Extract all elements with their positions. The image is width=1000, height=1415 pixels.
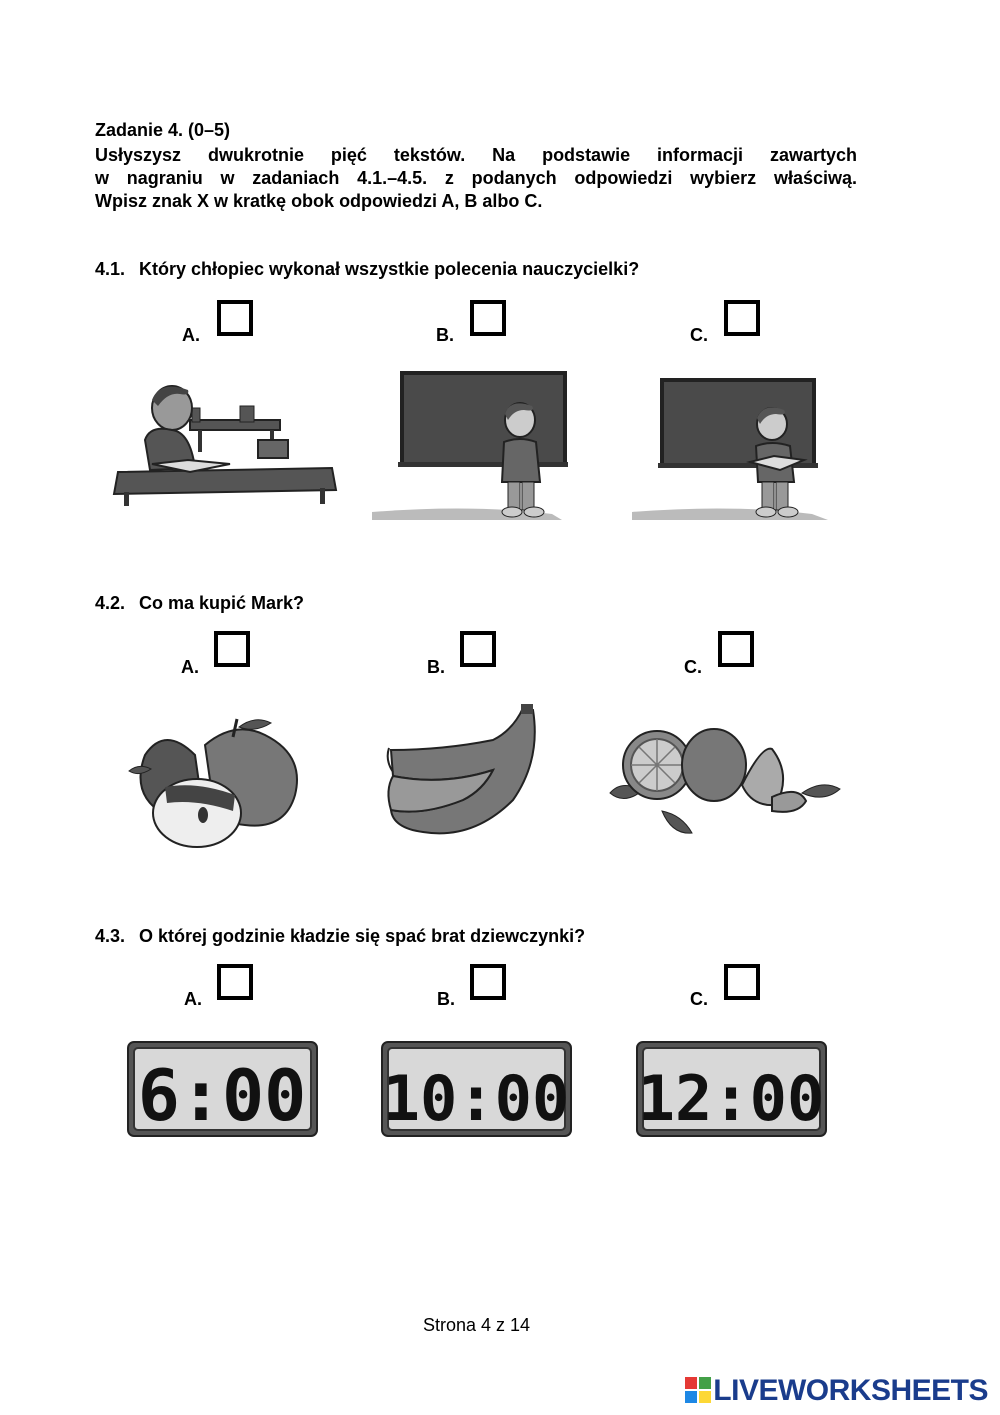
- option-label-a: A.: [182, 325, 200, 345]
- digital-clock-b: [380, 1040, 573, 1138]
- liveworksheets-logo: [685, 1374, 988, 1408]
- boy-at-blackboard-with-book-picture: [632, 370, 832, 530]
- task-instructions: [95, 144, 857, 213]
- task-title: Zadanie 4. (0–5): [95, 120, 231, 140]
- boy-reading-at-desk-picture: [110, 380, 345, 515]
- answer-checkbox-4-1-c[interactable]: [724, 300, 760, 336]
- answer-checkbox-4-1-b[interactable]: [470, 300, 506, 336]
- logo-text: LIVEWORKSHEETS: [713, 1374, 988, 1407]
- option-label-c: C.: [690, 989, 708, 1009]
- question-4-1: [95, 259, 639, 280]
- answer-checkbox-4-2-c[interactable]: [718, 631, 754, 667]
- option-label-b: B.: [436, 325, 454, 345]
- bananas-picture: [383, 700, 548, 845]
- logo-mark-icon: [685, 1377, 711, 1403]
- question-4-2: [95, 593, 304, 614]
- option-label-c: C.: [684, 657, 702, 677]
- question-text: O której godzinie kładzie się spać brat dziewczynki?: [139, 926, 586, 946]
- option-label-c: C.: [690, 325, 708, 345]
- answer-checkbox-4-3-b[interactable]: [470, 964, 506, 1000]
- answer-checkbox-4-2-a[interactable]: [214, 631, 250, 667]
- question-number: 4.3.: [95, 926, 126, 946]
- clock-time: 12:00: [637, 1062, 825, 1135]
- instruction-line: Wpisz znak X w kratkę obok odpowiedzi A, B albo C.: [95, 191, 543, 211]
- page-number: Strona 4 z 14: [422, 1315, 531, 1335]
- clock-time: 6:00: [137, 1055, 307, 1137]
- answer-checkbox-4-2-b[interactable]: [460, 631, 496, 667]
- instruction-line: Usłyszysz dwukrotnie pięć tekstów. Na podstawie informacji zawartych: [95, 145, 857, 165]
- apples-picture: [125, 715, 305, 855]
- answer-checkbox-4-1-a[interactable]: [217, 300, 253, 336]
- answer-checkbox-4-3-a[interactable]: [217, 964, 253, 1000]
- digital-clock-c: [635, 1040, 828, 1138]
- option-label-b: B.: [437, 989, 455, 1009]
- question-number: 4.2.: [95, 593, 126, 613]
- question-4-3: [95, 926, 585, 947]
- boy-at-blackboard-picture: [372, 370, 572, 530]
- question-text: Który chłopiec wykonał wszystkie polecenia nauczycielki?: [139, 259, 640, 279]
- option-label-a: A.: [181, 657, 199, 677]
- option-label-b: B.: [427, 657, 445, 677]
- option-label-a: A.: [184, 989, 202, 1009]
- clock-time: 10:00: [382, 1062, 570, 1135]
- digital-clock-a: [126, 1040, 319, 1138]
- instruction-line: w nagraniu w zadaniach 4.1.–4.5. z podanych odpowiedzi wybierz właściwą.: [95, 168, 857, 188]
- answer-checkbox-4-3-c[interactable]: [724, 964, 760, 1000]
- question-number: 4.1.: [95, 259, 126, 279]
- oranges-picture: [602, 715, 842, 840]
- question-text: Co ma kupić Mark?: [139, 593, 305, 613]
